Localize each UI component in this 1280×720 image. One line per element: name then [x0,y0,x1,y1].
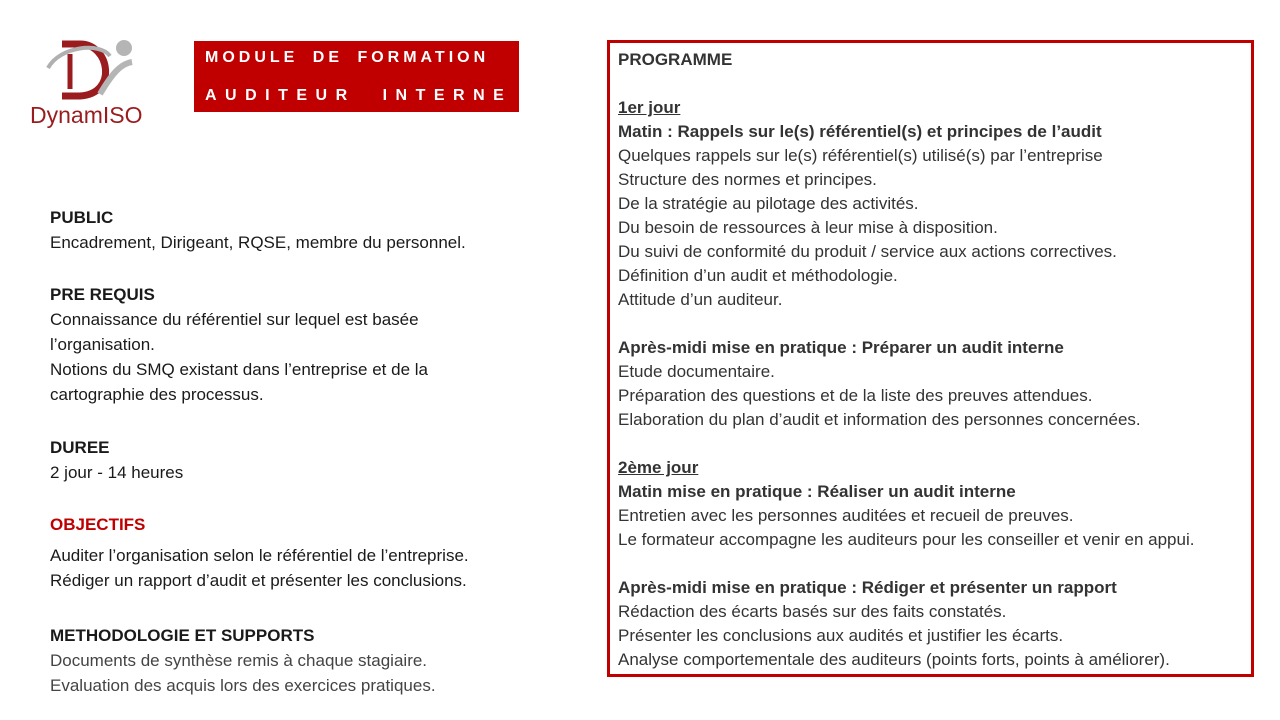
day2-afternoon-item: Présenter les conclusions aux audités et justifier les écarts. [618,626,1064,645]
title-banner [194,41,519,112]
day1-morning-item: Attitude d’un auditeur. [618,290,783,309]
company-logo [30,34,160,134]
day2-afternoon-title: Après-midi mise en pratique : Rédiger et présenter un rapport [618,578,1117,597]
public-heading: PUBLIC [50,208,114,227]
logo-text: DynamISO [30,102,143,128]
day1-morning-item: Du suivi de conformité du produit / service aux actions correctives. [618,242,1117,261]
prerequis-line: Notions du SMQ existant dans l’entreprise et de la [50,360,428,379]
methodologie-line: Evaluation des acquis lors des exercices pratiques. [50,676,436,695]
day1-morning-item: Définition d’un audit et méthodologie. [618,266,898,285]
methodologie-heading: METHODOLOGIE ET SUPPORTS [50,626,315,645]
prerequis-line: cartographie des processus. [50,385,264,404]
day1-afternoon-item: Préparation des questions et de la liste des preuves attendues. [618,386,1093,405]
public-text: Encadrement, Dirigeant, RQSE, membre du personnel. [50,233,466,252]
day1-morning-item: De la stratégie au pilotage des activités. [618,194,919,213]
day1-afternoon-title: Après-midi mise en pratique : Préparer un audit interne [618,338,1064,357]
objectifs-line: Auditer l’organisation selon le référentiel de l’entreprise. [50,546,469,565]
title-line-1: MODULE DE FORMATION [205,49,490,66]
objectifs-line: Rédiger un rapport d’audit et présenter les conclusions. [50,571,467,590]
objectifs-heading: OBJECTIFS [50,515,146,534]
day2-afternoon-item: Rédaction des écarts basés sur des faits constatés. [618,602,1007,621]
day2-afternoon-item: Analyse comportementale des auditeurs (points forts, points à améliorer). [618,650,1170,669]
programme-heading: PROGRAMME [618,50,733,69]
day2-morning-item: Le formateur accompagne les auditeurs pour les conseiller et venir en appui. [618,530,1195,549]
prerequis-line: l’organisation. [50,335,155,354]
programme-box [607,40,1254,677]
day1-morning-item: Structure des normes et principes. [618,170,877,189]
objectifs-section [50,512,469,593]
duree-section [50,435,183,485]
prerequis-section [50,282,428,407]
prerequis-line: Connaissance du référentiel sur lequel est basée [50,310,419,329]
day2-morning-title: Matin mise en pratique : Réaliser un audit interne [618,482,1016,501]
day1-morning-item: Du besoin de ressources à leur mise à disposition. [618,218,998,237]
methodologie-line: Documents de synthèse remis à chaque stagiaire. [50,651,428,670]
duree-text: 2 jour - 14 heures [50,463,184,482]
day2-morning-item: Entretien avec les personnes auditées et recueil de preuves. [618,506,1074,525]
methodologie-section [50,623,436,698]
logo-mark-icon [40,34,150,104]
day1-morning-title: Matin : Rappels sur le(s) référentiel(s) et principes de l’audit [618,122,1102,141]
day1-label: 1er jour [618,98,681,117]
prerequis-heading: PRE REQUIS [50,285,155,304]
day1-afternoon-item: Elaboration du plan d’audit et information des personnes concernées. [618,410,1141,429]
public-section [50,205,466,255]
day1-morning-item: Quelques rappels sur le(s) référentiel(s) utilisé(s) par l’entreprise [618,146,1103,165]
title-line-2: AUDITEUR INTERNE [205,87,513,104]
duree-heading: DUREE [50,438,110,457]
day2-label: 2ème jour [618,458,699,477]
day1-afternoon-item: Etude documentaire. [618,362,775,381]
